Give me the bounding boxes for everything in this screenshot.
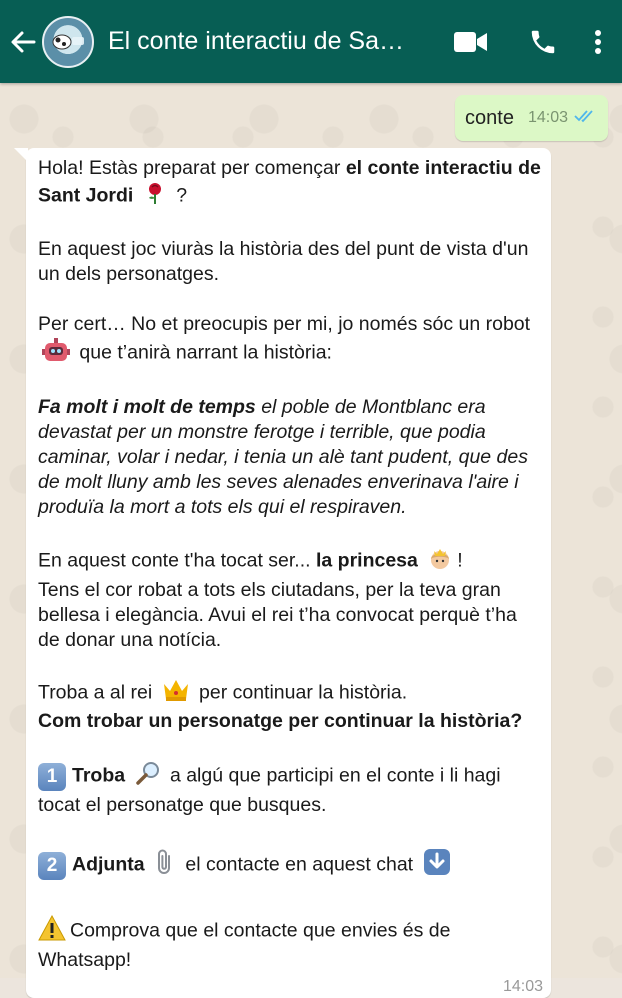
back-arrow-icon[interactable] [10, 29, 36, 55]
paragraph: Tens el cor robat a tots els ciutadans, per la teva gran bellesa i elegància. Avui el rei t’ha convocat perquè t’ha de donar una notícia. [38, 579, 517, 651]
keycap-two-icon: 2 [38, 852, 66, 880]
princess-icon [427, 545, 453, 578]
outgoing-message[interactable] [455, 95, 608, 141]
robot-icon [42, 337, 70, 370]
bold-italic-text: Fa molt i molt de temps [38, 396, 256, 418]
text-segment: ! [457, 549, 463, 572]
text-segment: En aquest conte t'ha tocat ser... [38, 549, 316, 572]
rose-icon [143, 181, 167, 212]
paperclip-icon [154, 848, 176, 883]
text-segment: a algú que participi en el conte i li hagi tocat el personatge que busques. [38, 764, 501, 816]
crown-icon [162, 678, 190, 709]
bold-text: Troba [72, 764, 126, 787]
overflow-menu-icon[interactable] [586, 22, 610, 62]
outgoing-message-time: 14:03 [527, 109, 568, 126]
magnifier-icon [135, 760, 161, 793]
text-segment: que t’anirà narrant la història: [79, 341, 332, 364]
paragraph: En aquest joc viuràs la història des del punt de vista d'un un dels personatges. [38, 238, 529, 285]
text-segment: el contacte en aquest chat [185, 853, 414, 876]
bold-text: el conte interactiu de Sant Jordi [38, 157, 541, 207]
text-segment: Hola! Estàs preparat per començar [38, 157, 346, 179]
text-segment: ? [170, 184, 188, 207]
text-segment: Troba a al rei [38, 681, 153, 704]
text-segment: Per cert… No et preocupis per mi, jo només sóc un robot [38, 313, 531, 335]
outgoing-message-text: conte [465, 106, 514, 129]
text-segment: per continuar la història. [199, 681, 408, 704]
chat-header [0, 0, 622, 83]
text-segment: Comprova que el contacte que envies és de Whatsapp! [38, 919, 451, 971]
chat-title[interactable]: El conte interactiu de Sa… [108, 27, 404, 55]
keycap-one-icon: 1 [38, 763, 66, 791]
down-arrow-icon [423, 848, 451, 883]
video-call-icon[interactable] [451, 22, 491, 62]
bold-text: la princesa [315, 549, 418, 572]
italic-text: el poble de Montblanc era devastat per un monstre ferotge i terrible, que podia caminar, volar i nedar, i tenia un alè tant pudent, que des de molt lluny amb les seves alenades enverinava l'aire i produïa la mort a tots els qui el respiraven. [38, 396, 528, 518]
bold-text: Adjunta [72, 853, 145, 876]
bold-text: Com trobar un personatge per continuar la història? [38, 710, 523, 732]
incoming-message[interactable] [26, 148, 551, 998]
read-ticks-icon [574, 109, 596, 128]
phone-call-icon[interactable] [523, 22, 563, 62]
warning-icon [38, 915, 66, 948]
avatar[interactable] [42, 16, 94, 68]
incoming-message-time: 14:03 [502, 978, 543, 995]
incoming-message-text [38, 156, 543, 973]
